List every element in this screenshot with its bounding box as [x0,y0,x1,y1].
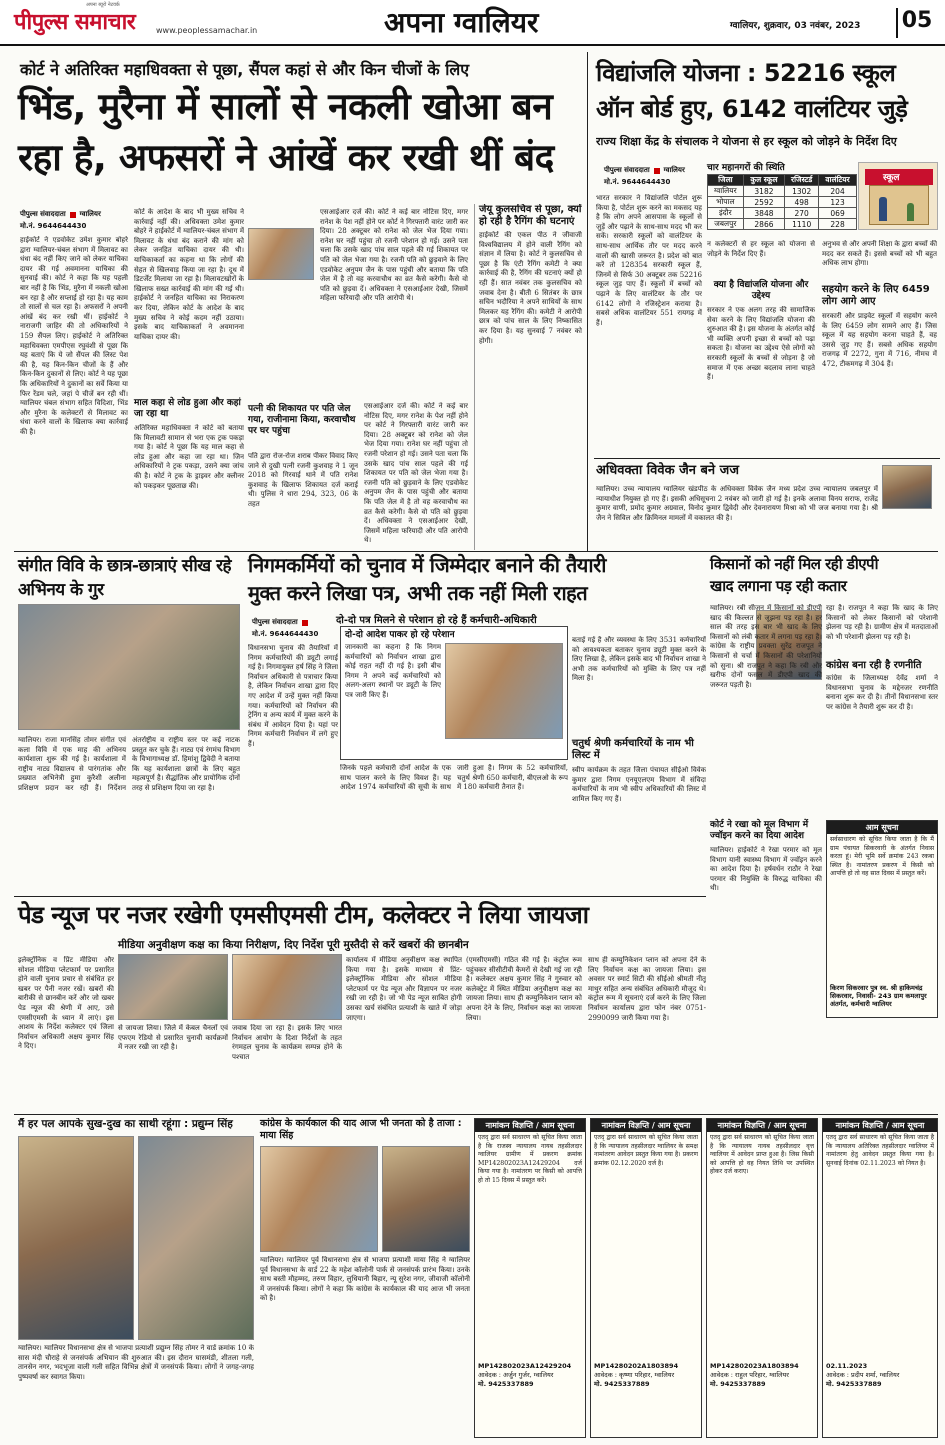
byline-city: ग्वालियर [79,210,101,218]
student-figure [907,203,914,221]
teacher-figure [879,197,887,221]
nigam-building-photo [445,643,563,739]
table-header-cell: रजिस्टर्ड [785,175,819,186]
vidyanjali-subhead-1: क्या है विद्यांजलि योजना और उद्देश्य [713,280,809,301]
school-sign: स्कूल [883,173,900,183]
notice-1 [474,1118,586,1438]
bullet-icon [302,620,308,626]
table-header-cell: कुल स्कूल [743,175,785,186]
notice-2 [590,1118,702,1438]
notice-body: एतद् द्वारा सर्व साधारण को सूचित किया जाता है कि न्यायालय अतिरिक्त तहसीलदार ग्वालियर में नामांतरण हेतु आवेदन प्रस्तुत किया गया है। सुनवाई दिनांक 02.11.2023 को नियत है। [826,1134,934,1167]
maya-singh-headline: कांग्रेस के कार्यकाल की याद आज भी जनता को है ताजा : माया सिंह [260,1118,462,1141]
notice-phone: मो. 9425337889 [594,1380,650,1388]
paid-news-photo-1 [118,954,228,1020]
kisan-headline-2: खाद लगाना पड़ रही कतार [710,577,847,595]
paid-news-headline: पेड न्यूज पर नजर रखेगी एमसीएमसी टीम, कलेक्टर ने लिया जायजा [18,901,589,929]
notice-phone: मो. 9425337889 [826,1380,882,1388]
school-illustration [858,162,938,230]
vidyanjali-byline [604,166,685,175]
pradyumn-photo-2 [138,1136,254,1340]
nigam-col-1: विधानसभा चुनाव की तैयारियों में निगम कर्मचारियों की ड्यूटी लगाई गई है। निगमायुक्त हर्ष सिंह ने जिला निर्वाचन अधिकारी से पत्राचार किया है, लेकिन निर्वाचन शाखा द्वारा दिए गए आदेश में उन्हें मुक्त नहीं किया गया। कर्मचारियों को निर्वाचन की ट्रेनिंग व अन्य कार्य में मुक्त करने के संबंध में आवेदन दिया है। यहां पर निगम कर्मचारी निर्वाचन में लगे हुए हैं। [248,644,338,748]
aam-suchna-box [826,820,938,1018]
ragging-headline: जेयू कुलसचिव से पूछा, क्यों हो रही है रैगिंग की घटनाएं [479,204,582,227]
table-cell: इंदौर [708,208,744,219]
table-row [708,186,857,197]
vidyanjali-headline-2: ऑन बोर्ड हुए, 6142 वालंटियर जुड़े [596,95,908,123]
kisan-col-2: रहा है। राजपूत ने कहा कि खाद के लिए किसानों को लेकर किसानों को परेशानी झेलना पड़ रही है। ग्रामीण क्षेत्र में मतदाताओं को भी परेशानी झेलना पड़ रही है। [826,604,938,641]
section-divider [14,896,706,897]
sangeet-photo [18,604,240,730]
vivek-jain-body: ग्वालियर। उच्च न्यायालय ग्वालियर खंडपीठ के अधिवक्ता विवेक जैन मध्य प्रदेश उच्च न्यायालय जबलपुर में न्यायाधीश नियुक्त हो गए हैं। इसकी अधिसूचना 2 नवंबर को जारी हो गई है। इनके अलावा विनय सराफ, राजेंद्र कुमार वाणी, प्रमोद कुमार अग्रवाल, विनोद कुमार द्विवेदी और देवनारायण मिश्रा को भी जज बनाया गया है। श्री जैन ने सिविल और क्रिमिनल मामलों में वकालत की है। [596,485,878,522]
bullet-icon [654,168,660,174]
notice-sign: आवेदक : प्रदीप शर्मा, ग्वालियर [826,1371,900,1379]
kisan-col-2b: कांग्रेस के जिलाध्यक्ष देवेंद्र शर्मा ने विधानसभा चुनाव के मद्देनजर रणनीति बनाना शुरू कर दी है। तीनों विधानसभा स्तर पर कांग्रेस ने तैयारी शुरू कर दी है। [826,674,938,711]
paid-news-photo-2 [232,954,342,1020]
section-title [372,3,550,41]
nigam-mobile: मो.नं. 9644644430 [252,630,319,638]
lead-kicker: कोर्ट ने अतिरिक्त महाधिवक्ता से पूछा, सैंपल कहां से और किन चीजों के लिए [20,60,470,79]
pradyumn-body: ग्वालियर। ग्वालियर विधानसभा क्षेत्र से भाजपा प्रत्याशी प्रद्युम्न सिंह तोमर ने वार्ड क्रमांक 10 के सास मंदी चौराहे से जनसंपर्क अभियान की शुरुआत की। इस दौरान घासमंडी, शीतला गली, तानसेन नगर, भदभूजा वाली गली सहित विभिन्न क्षेत्रों में जनसंपर्क किया। लोगों ने जगह-जगह पुष्पवर्षा कर स्वागत किया। [18,1344,254,1381]
nigam-deck: दो-दो पत्र मिलने से परेशान हो रहे हैं कर्मचारी-अधिकारी [336,615,537,626]
lead-col-3a: एसआईआर दर्ज की। कोर्ट ने कई बार नोटिस दिए, मगर रानेश के पेश नहीं होने पर कोर्ट ने गिरफ्तारी वारंट जारी कर दिया। 28 अक्टूबर को रानेश को जेल भेज दिया गया। रानेश घर नहीं पहुंचा तो रजनी परेशान हो गई। उसने पता चला कि उसके खाद पांच साल पहले की गई शिकायत पर पति को जेल भेजा गया है। रजनी पति को छुड़वाने के लिए एडवोकेट अनुपम जैन के पास पहुंची और बताया कि पति जेल में है तो वह करवाचौथ का व्रत कैसे करेगी। कैसे वो पति को छुड़वा दें। अधिवक्ता ने एसआईआर देखी, जिसमें महिला फरियादी और पति आरोपी थे। [320,208,468,303]
vidyanjali-headline-1: विद्यांजलि योजना : 52216 स्कूल [596,59,896,87]
paid-news-deck: मीडिया अनुवीक्षण कक्ष का किया निरीक्षण, दिए निर्देश पूरी मुस्तैदी से करें खबरों की छानबीन [118,939,469,951]
lead-col-3b: पति द्वारा रोज-रोज शराब पीकर विवाद किए जाने से दुखी पत्नी रजनी कुशवाह ने 1 जून 2018 को गिरवाई थाने में पति रानेश कुशवाह के खिलाफ शिकायत दर्ज कराई थी। पुलिस ने धारा 294, 323, 06 के तहत [248,452,358,508]
table-cell: 2866 [743,219,785,230]
nigam-box [340,626,568,760]
districts-table [707,174,857,230]
logo-tag: अपना ब्यूरो नेटवर्क [86,2,120,8]
paid-news-col-2: कार्यालय में मीडिया अनुवीक्षण कक्ष स्थापित किया गया है। इसके माध्यम से प्रिंट-इलेक्ट्रॉनिक मीडिया और सोशल मीडिया प्लेटफार्म पर पेड न्यूज और विज्ञापन पर नजर रखी जा रही है। जो भी पेड न्यूज साबित होगी उसका खर्च संबंधित प्रत्याशी के खाते में जोड़ा जाएगा। [346,956,462,1022]
notice-sign: आवेदक : कृष्णा परिहार, ग्वालियर [594,1371,675,1379]
vidyanjali-table [707,160,857,230]
vidyanjali-col-2: न कलेक्टरों से हर स्कूल को योजना से जोड़ने के निर्देश दिए हैं। [707,240,815,258]
table-cell: 228 [819,219,857,230]
aam-suchna-sign: किरण सिकरवार पुत्र स्व. श्री हाकिमचंद्र सिकरवार, निवासी- 243 ग्राम कमलापुर अंतर्गत, कर्मचारी ग्वालियर [830,984,927,1008]
maya-singh-body: ग्वालियर। ग्वालियर पूर्व विधानसभा क्षेत्र से भाजपा प्रत्याशी माया सिंह ने ग्वालियर पूर्व विधानसभा के वार्ड 22 के महेश कॉलोनी पार्क से जनसंपर्क प्रारंभ किया। उनके साथ बस्ती मौहम्मद, तरुण विहार, लुधियानी बिहार, न्यू सुरेश नगर, जीवाजी कॉलोनी में जनसंपर्क किया। लोगों ने कहा कि कांग्रेस के कार्यकाल की याद आज भी जनता को है। [260,1256,470,1303]
lead-col-3c: एसआईआर दर्ज की। कोर्ट ने कई बार नोटिस दिए, मगर रानेश के पेश नहीं होने पर कोर्ट ने गिरफ्तारी वारंट जारी कर दिया। 28 अक्टूबर को रानेश को जेल भेज दिया गया। रानेश घर नहीं पहुंचा तो रजनी परेशान हो गई। उसने पता चला कि उसके खाद पांच साल पहले की गई शिकायत पर पति को जेल भेजा गया है। रजनी पति को छुड़वाने के लिए एडवोकेट अनुपम जैन के पास पहुंची और बताया कि पति जेल में है तो वह करवाचौथ का व्रत कैसे करेगी। कैसे वो पति को छुड़वा दें। अधिवक्ता ने एसआईआर देखी, जिसमें महिला फरियादी और पति आरोपी थे। [364,402,468,545]
table-cell: 1302 [785,186,819,197]
notice-body: एतद् द्वारा सर्व साधारण को सूचित किया जाता है कि राजस्व न्यायालय नायब तहसीलदार ग्वालियर ग्रामीण में प्रकरण क्रमांक MP142802023A12429204 दर्ज किया गया है। नामांतरण पर किसी को आपत्ति हो तो 15 दिवस में प्रस्तुत करें। [478,1134,582,1184]
vidyanjali-mobile: मो.नं. 9644644430 [604,178,671,186]
table-cell: 204 [819,186,857,197]
paid-news-col-3: (एमसीएमसी) गठित की गई है। कंट्रोल रूम पहुंचकर सीसीटीवी कैमरों से देखी गई जा रही है। कलेक्टर अक्षय कुमार सिंह ने गुरुवार को कलेक्ट्रेट में स्थित मीडिया अनुवीक्षण कक्ष का जायजा लिया। साथ ही कम्युनिकेशन प्लान को अपना देने के लिए, निर्वाचन कक्ष का जायजा लिया। [466,956,582,1022]
maya-singh-photo-2 [382,1146,470,1252]
byline-text: पीपुल्स संवाददाता [604,166,650,174]
ragging-box [474,204,582,550]
lead-col-1: हाईकोर्ट ने एडवोकेट उमेश कुमार बोहरे द्वारा ग्वालियर-चंबल संभाग में मिलावट का धंधा बंद नहीं किए जाने को लेकर याचिका दायर की गई अवमानना याचिका की सुनवाई की। कोर्ट ने कहा कि यह पहली बार नहीं है कि भिंड, मुरैना में नकली खोआ बन रहा है और सप्लाई हो रहा है। यह काम तो सालों से चल रहा है। अफसरों ने अपनी आंखें बंद कर रखी थीं। हाईकोर्ट ने नाराजगी जाहिर की तो अधिकारियों ने 159 सैंपल लिए। हाईकोर्ट ने अतिरिक्त महाधिवक्ता एमपीएस रघुवंशी से पूछा कि यह बताएं कि ये जो सैंपल की लिस्ट पेश की है, यह किन-किन चीजों के हैं और किन-किन दुकानों से लिए। कोर्ट ने यह पूछा कि अधिकारियों ने दुकानों का सर्वे किया या फिर रेंडम चले, जहां पे चीजें बन रही थीं। ग्वालियर चंबल संभाग सहित विदिशा, भिंड और मुरैना के कलेक्टरों से मिलावट का धंधा करने वालों के खिलाफ क्या कार्रवाई की है। [20,236,128,436]
table-cell: ग्वालियर [708,186,744,197]
byline-text: पीपुल्स संवाददाता [252,618,298,626]
kisan-body: ग्वालियर। रबी सीजन में किसानों को डीएपी खाद की किल्लत से जूझना पड़ रहा है। हर साल की तरह इस बार भी खाद के लिए किसानों को लंबी कतार में लगना पड़ रहा है। कांग्रेस के राष्ट्रीय प्रवक्ता सुरेंद्र राजपूत ने किसानों से चर्चा में किसानों की परेशानियों को सुना। श्री राजपूत ने कहा कि रबी और खरीफ दोनों फसल में डीएपी खाद की जरूरत पड़ती है। [710,604,822,689]
table-cell: 498 [785,197,819,208]
ragging-body: हाईकोर्ट की एकल पीठ ने जीवाजी विश्वविद्यालय में होने वाली रैगिंग को संज्ञान में लिया है। कोर्ट ने कुलसचिव से पूछा है कि एंटी रैगिंग कमेटी ने क्या कार्रवाई की है, रैगिंग की घटनाएं क्यों हो रही हैं। सात नवंबर तक कुलसचिव को जवाब देना है। बीती 6 सितंबर के छात्र सचिन भदौरिया ने अपने साथियों के साथ मिलकर यह रैगिंग की। कमेटी ने आरोपी छात्र को पांच साल के लिए निष्कासित कर दिया है। यह सुनवाई 7 नवंबर को होगी। [479,231,582,345]
table-cell: 123 [819,197,857,208]
nigam-col-2: जिनके पहले कर्मचारी दोनों आदेश के एक साथ पालन करने के लिए विवश हैं। यह आदेश 1974 कर्मचारियों की सूची के साथ जारी हुआ है। निगम के 52 कर्मचारियों, चतुर्थ श्रेणी 650 कर्मचारी, बीएलओ के रूप में 180 कर्मचारी तैनात हैं। [340,764,568,792]
court-rekha-subhead: कोर्ट ने रखा को मूल विभाग में ज्वॉइन करने का दिया आदेश [710,820,809,841]
vivek-jain-photo [882,465,932,509]
notice-case: MP142802023A12429204 [478,1362,572,1370]
notice-3 [706,1118,818,1438]
lead-mobile: मो.नं. 9644644430 [20,222,87,230]
school-building [869,185,929,225]
notice-4 [822,1118,938,1438]
nigam-box-body: जानकारी का कहना है कि निगम कर्मचारियों को निर्वाचन शाखा द्वारा कोई राहत नहीं दी गई है। इसी बीच निगम ने अपने कई कर्मचारियों को अलग-अलग स्थानों पर ड्यूटी के लिए पत्र जारी किए हैं। [345,643,441,699]
page-number: 05 [896,8,936,38]
bullet-icon [70,212,76,218]
notice-case: MP142802023A1803894 [710,1362,799,1370]
table-row [708,208,857,219]
pradyumn-photo-1 [18,1136,134,1340]
nigam-headline-2: मुक्त करने लिखा पत्र, अभी तक नहीं मिली राहत [248,581,588,605]
aam-suchna-head: आम सूचना [827,821,937,834]
court-rekha-body: ग्वालियर। हाईकोर्ट ने रेखा परमार को मूल विभाग यानी स्वास्थ्य विभाग में ज्वॉइन करने का आदेश दिया है। हर्षवर्धन राठौर ने रेखा परमार की नियुक्ति के विरुद्ध याचिका की थी। [710,846,822,893]
nigam-subhead: चतुर्थ श्रेणी कर्मचारियों के नाम भी लिस्ट में [572,738,694,761]
nigam-col-3b: स्वीप कार्यक्रम के तहत जिला पंचायत सीईओ विवेक कुमार द्वारा निगम एनयूएलएम विभाग में संविदा कर्मचारियों के नाम भी स्वीप अधिकारियों की लिस्ट में शामिल किए गए हैं। [572,766,706,803]
notice-head: नामांकन विज्ञप्ति / आम सूचना [591,1119,701,1132]
table-cell: भोपाल [708,197,744,208]
nigam-byline [252,618,308,627]
logo: पीपुल्स समाचार [14,10,136,35]
nigam-box-headline: दो-दो आदेश पाकर हो रहे परेशान [345,630,455,640]
byline-city: ग्वालियर [663,166,685,174]
lead-byline [20,210,101,219]
vivek-jain-box [594,458,940,550]
pradyumn-headline: मैं हर पल आपके सुख-दुख का साथी रहूंगा : प्रद्युम्न सिंह [18,1118,233,1130]
notice-case: 02.11.2023 [826,1362,868,1370]
lead-col-2a: कोर्ट के आदेश के बाद भी मुख्य सचिव ने कार्रवाई नहीं की। अधिवक्ता उमेश कुमार बोहरे ने हाईकोर्ट में ग्वालियर-चंबल संभाग में मिलावट के धंधा बंद कराने की मांग को लेकर जनहित याचिका दायर की थी। याचिकाकर्ता का कहना था कि लोगों की सेहत से खिलवाड़ किया जा रहा है। दूध में डिटर्जेंट मिलाया जा रहा है। मिलावटखोरों के खिलाफ सख्त कार्रवाई की मांग की गई थी। हाईकोर्ट ने जनहित याचिका का निराकरण कर दिया, लेकिन कोर्ट के आदेश के बाद मुख्य सचिव ने कोई कदम नहीं उठाया। इसके बाद याचिकाकर्ता ने अवमानना याचिका दायर की। [134,208,244,341]
table-cell: 069 [819,208,857,219]
notice-phone: मो. 9425337889 [478,1380,534,1388]
vidyanjali-col-3: अनुभव से और अपनी शिक्षा के द्वारा बच्चों की मदद कर सकते हैं। इससे बच्चों को भी बहुत अधिक लाभ होगा। [822,240,937,268]
notice-sign: आवेदक : राहुल परिहार, ग्वालियर [710,1371,789,1379]
table-header-cell: वालंटियर [819,175,857,186]
table-cell: 1110 [785,219,819,230]
sangeet-headline: संगीत विवि के छात्र-छात्राएं सीख रहे अभिनय के गुर [18,556,232,600]
paid-news-col-2-tail: जवाब दिया जा रहा है। इसके लिए भारत निर्वाचन आयोग के दिशा निर्देशों के तहत रंगमहल चुनाव के कार्यक्रम सम्पन्न होने के पश्चात [232,1024,342,1061]
nigam-headline-1: निगमकर्मियों को चुनाव में जिम्मेदार बनाने की तैयारी [248,553,606,577]
notice-head: नामांकन विज्ञप्ति / आम सूचना [475,1119,585,1132]
website[interactable]: www.peoplessamachar.in [156,26,258,35]
notice-body: एतद् द्वारा सर्व साधारण को सूचित किया जाता है कि न्यायालय तहसीलदार ग्वालियर के समक्ष नामांतरण आवेदन प्रस्तुत किया गया है। प्रकरण क्रमांक 02.12.2020 दर्ज है। [594,1134,698,1167]
lead-headline-2: रहा है, अफसरों ने आंखें कर रखी थीं बंद [18,136,554,179]
vivek-jain-headline: अधिवक्ता विवेक जैन बने जज [596,463,739,478]
table-row [708,197,857,208]
dateline: ग्वालियर, शुक्रवार, 03 नवंबर, 2023 [730,21,861,31]
table-title: चार महानगरों की स्थिति [707,163,785,173]
table-cell: जबलपुर [708,219,744,230]
paid-news-caption: से जायजा लिया। जिले में केबल चैनलों एवं एफएम रेडियो से प्रसारित चुनावी कार्यक्रमों में नजर रखी जा रही है। [118,1024,228,1052]
table-row [708,219,857,230]
table-header-row [708,175,857,186]
nigam-col-3: बताई गई है और व्यवस्था के लिए 3531 कर्मचारियों को आवश्यकता बताकर चुनाव ड्यूटी मुक्त करने के लिए लिखा है, लेकिन इसके बाद भी निर्वाचन शाखा ने अभी तक कर्मचारियों को मुक्ति के लिए पत्र नहीं मिला है। [572,636,706,683]
masthead [0,0,945,46]
court-photo [248,228,314,280]
notice-case: MP14280202A1803894 [594,1362,679,1370]
section-title-text: अपना ग्वालियर [384,6,539,39]
kisan-headline-1: किसानों को नहीं मिल रही डीएपी [710,555,878,573]
notice-head: नामांकन विज्ञप्ति / आम सूचना [823,1119,937,1132]
section-divider [14,1114,938,1115]
maya-singh-photo-1 [260,1146,378,1252]
paid-news-col-1: इलेक्ट्रॉनिक व प्रिंट मीडिया और सोशल मीडिया प्लेटफार्म पर प्रसारित होने वाली चुनाव प्रचार से संबंधित हर खबर पर पैनी नजर रखें। खबरों की बारीकी से छानबीन करें और जो खबर पेड न्यूज की श्रेणी में आए, उसे एमसीएमसी के ध्यान में लाएं। इस आशय के निर्देश कलेक्टर एवं जिला निर्वाचन अधिकारी अक्षय कुमार सिंह ने दिए। [18,956,114,1051]
paid-news-col-4: साथ ही कम्युनिकेशन प्लान को अपना देने के लिए निर्वाचन कक्ष का जायजा लिया। इस अवसर पर स्मार्ट सिटी की सीईओ श्रीमती नीतू माथुर सहित अन्य संबंधित अधिकारी मौजूद थे। कंट्रोल रूम में सूचनाएं दर्ज करने के लिए जिला निर्वाचन कार्यालय द्वारा फोन नंबर 0751-2990099 जारी किया गया है। [588,956,706,1022]
table-cell: 3848 [743,208,785,219]
notice-body: एतद् द्वारा सर्व साधारण को सूचित किया जाता है कि न्यायालय नायब तहसीलदार वृत्त ग्वालियर में आवेदन प्राप्त हुआ है। जिस किसी को आपत्ति हो वह नियत तिथि पर उपस्थित होकर दर्ज कराए। [710,1134,814,1176]
sangeet-body: ग्वालियर। राजा मानसिंह तोमर संगीत एवं कला विवि में एक माह की अभिनय कार्यशाला शुरू की गई है। कार्यशाला में राष्ट्रीय नाट्य विद्यालय से पारंगतांक और प्रख्यात अभिनेत्री हुमा कुरैशी अलीना प्रशिक्षण प्रदान कर रही हैं। निर्देशन अंतर्राष्ट्रीय व राष्ट्रीय स्तर पर कई नाटक प्रस्तुत कर चुके हैं। नाट्य एवं रंगमंच विभाग के विभागाध्यक्ष डॉ. हिमांशु द्विवेदी ने बताया कि यह कार्यशाला छात्रों के लिए बहुत महत्वपूर्ण है। सैद्धांतिक और प्रायोगिक दोनों तरह से प्रशिक्षण दिया जा रहा है। [18,736,240,792]
aam-suchna-body: सर्वसाधारण को सूचित किया जाता है कि मैं ग्राम पंचायत सिकरवारी के अंतर्गत निवास करता हूं। मेरी भूमि सर्वे क्रमांक 243 रकबा स्थित है। नामांतरण प्रकरण में किसी को आपत्ति हो तो वह सात दिवस में प्रस्तुत करें। [830,836,934,878]
lead-subhead-wife: पत्नी की शिकायत पर पति जेल गया, राजीनामा किया, करवाचौथ पर घर पहुंचा [248,404,356,436]
notice-phone: मो. 9425337889 [710,1380,766,1388]
vidyanjali-col-1: भारत सरकार ने विद्यांजलि पोर्टल शुरू किया है, पोर्टल शुरू करने का मकसद यह है कि लोग अपने आसपास के स्कूलों से जुड़ें और पढ़ाने के साथ-साथ मदद भी कर सकें। सरकारी स्कूलों को वालंटियर के साथ-साथ आर्थिक तौर पर मदद करने वालों की खासी जरूरत है। प्रदेश को बात करें तो 128354 सरकारी स्कूल हैं, जिनमें से सिर्फ 30 अक्टूबर तक 52216 स्कूल जुड़ पाए हैं। स्कूलों में बच्चों को पढ़ाने के लिए वालंटियर के तौर पर 6142 लोगों ने रजिस्ट्रेशन कराया है। सबसे अधिक वालंटियर 551 रायगढ़ में हैं। [596,194,702,327]
table-header-cell: जिला [708,175,744,186]
kisan-subhead-2: कांग्रेस बना रही है रणनीति [826,660,922,671]
vidyanjali-col-2b: सरकार ने एक अलग तरह की सामाजिक सेवा करने के लिए विद्यांजलि योजना की शुरुआत की है। इस योजना के अंतर्गत कोई भी व्यक्ति अपनी इच्छा से बच्चों को पढ़ा सकता है। योजना का उद्देश्य ऐसे लोगों को सरकारी स्कूलों के बच्चों से जोड़ना है जो समाज में एक अच्छा बदलाव लाना चाहते हैं। [707,306,815,382]
lead-col-2b: अतिरिक्त महाधिवक्ता ने कोर्ट को बताया कि मिलावटी सामान से भरा एक ट्रक पकड़ा गया है। कोर्ट ने पूछा कि यह माल कहा से लोड हुआ और कहा जा रहा था। जिन अधिकारियों ने ट्रक पकड़ा, उसने क्या जांच की है। कोर्ट ने ट्रक के ड्राइवर और क्लीनर को पकड़कर पूछताछ की। [134,424,244,490]
lead-subhead-load: माल कहा से लोड हुआ और कहां जा रहा था [134,398,241,419]
vidyanjali-deck: राज्य शिक्षा केंद्र के संचालक ने योजना से हर स्कूल को जोड़ने के निर्देश दिए [596,135,897,148]
notice-head: नामांकन विज्ञप्ति / आम सूचना [707,1119,817,1132]
vidyanjali-col-3b: सरकारी और प्राइवेट स्कूलों में सहयोग करने के लिए 6459 लोग सामने आए हैं। जिस स्कूल में यह सहयोग करना चाहते हैं, वह उससे जुड़ गए हैं। सबसे अधिक सहयोग राजगढ़ में 2272, गुना में 716, नीमच में 472, टीकमगढ़ में 304 हैं। [822,312,937,368]
table-cell: 2592 [743,197,785,208]
column-divider [587,52,588,552]
lead-headline-1: भिंड, मुरैना में सालों से नकली खोआ बन [18,85,553,128]
table-cell: 3182 [743,186,785,197]
byline-text: पीपुल्स संवाददाता [20,210,66,218]
vidyanjali-subhead-2: सहयोग करने के लिए 6459 लोग आगे आए [822,284,930,307]
table-cell: 270 [785,208,819,219]
notice-sign: आवेदक : अर्जुन गुर्जर, ग्वालियर [478,1371,554,1379]
lead-col-2-continued [248,284,314,366]
